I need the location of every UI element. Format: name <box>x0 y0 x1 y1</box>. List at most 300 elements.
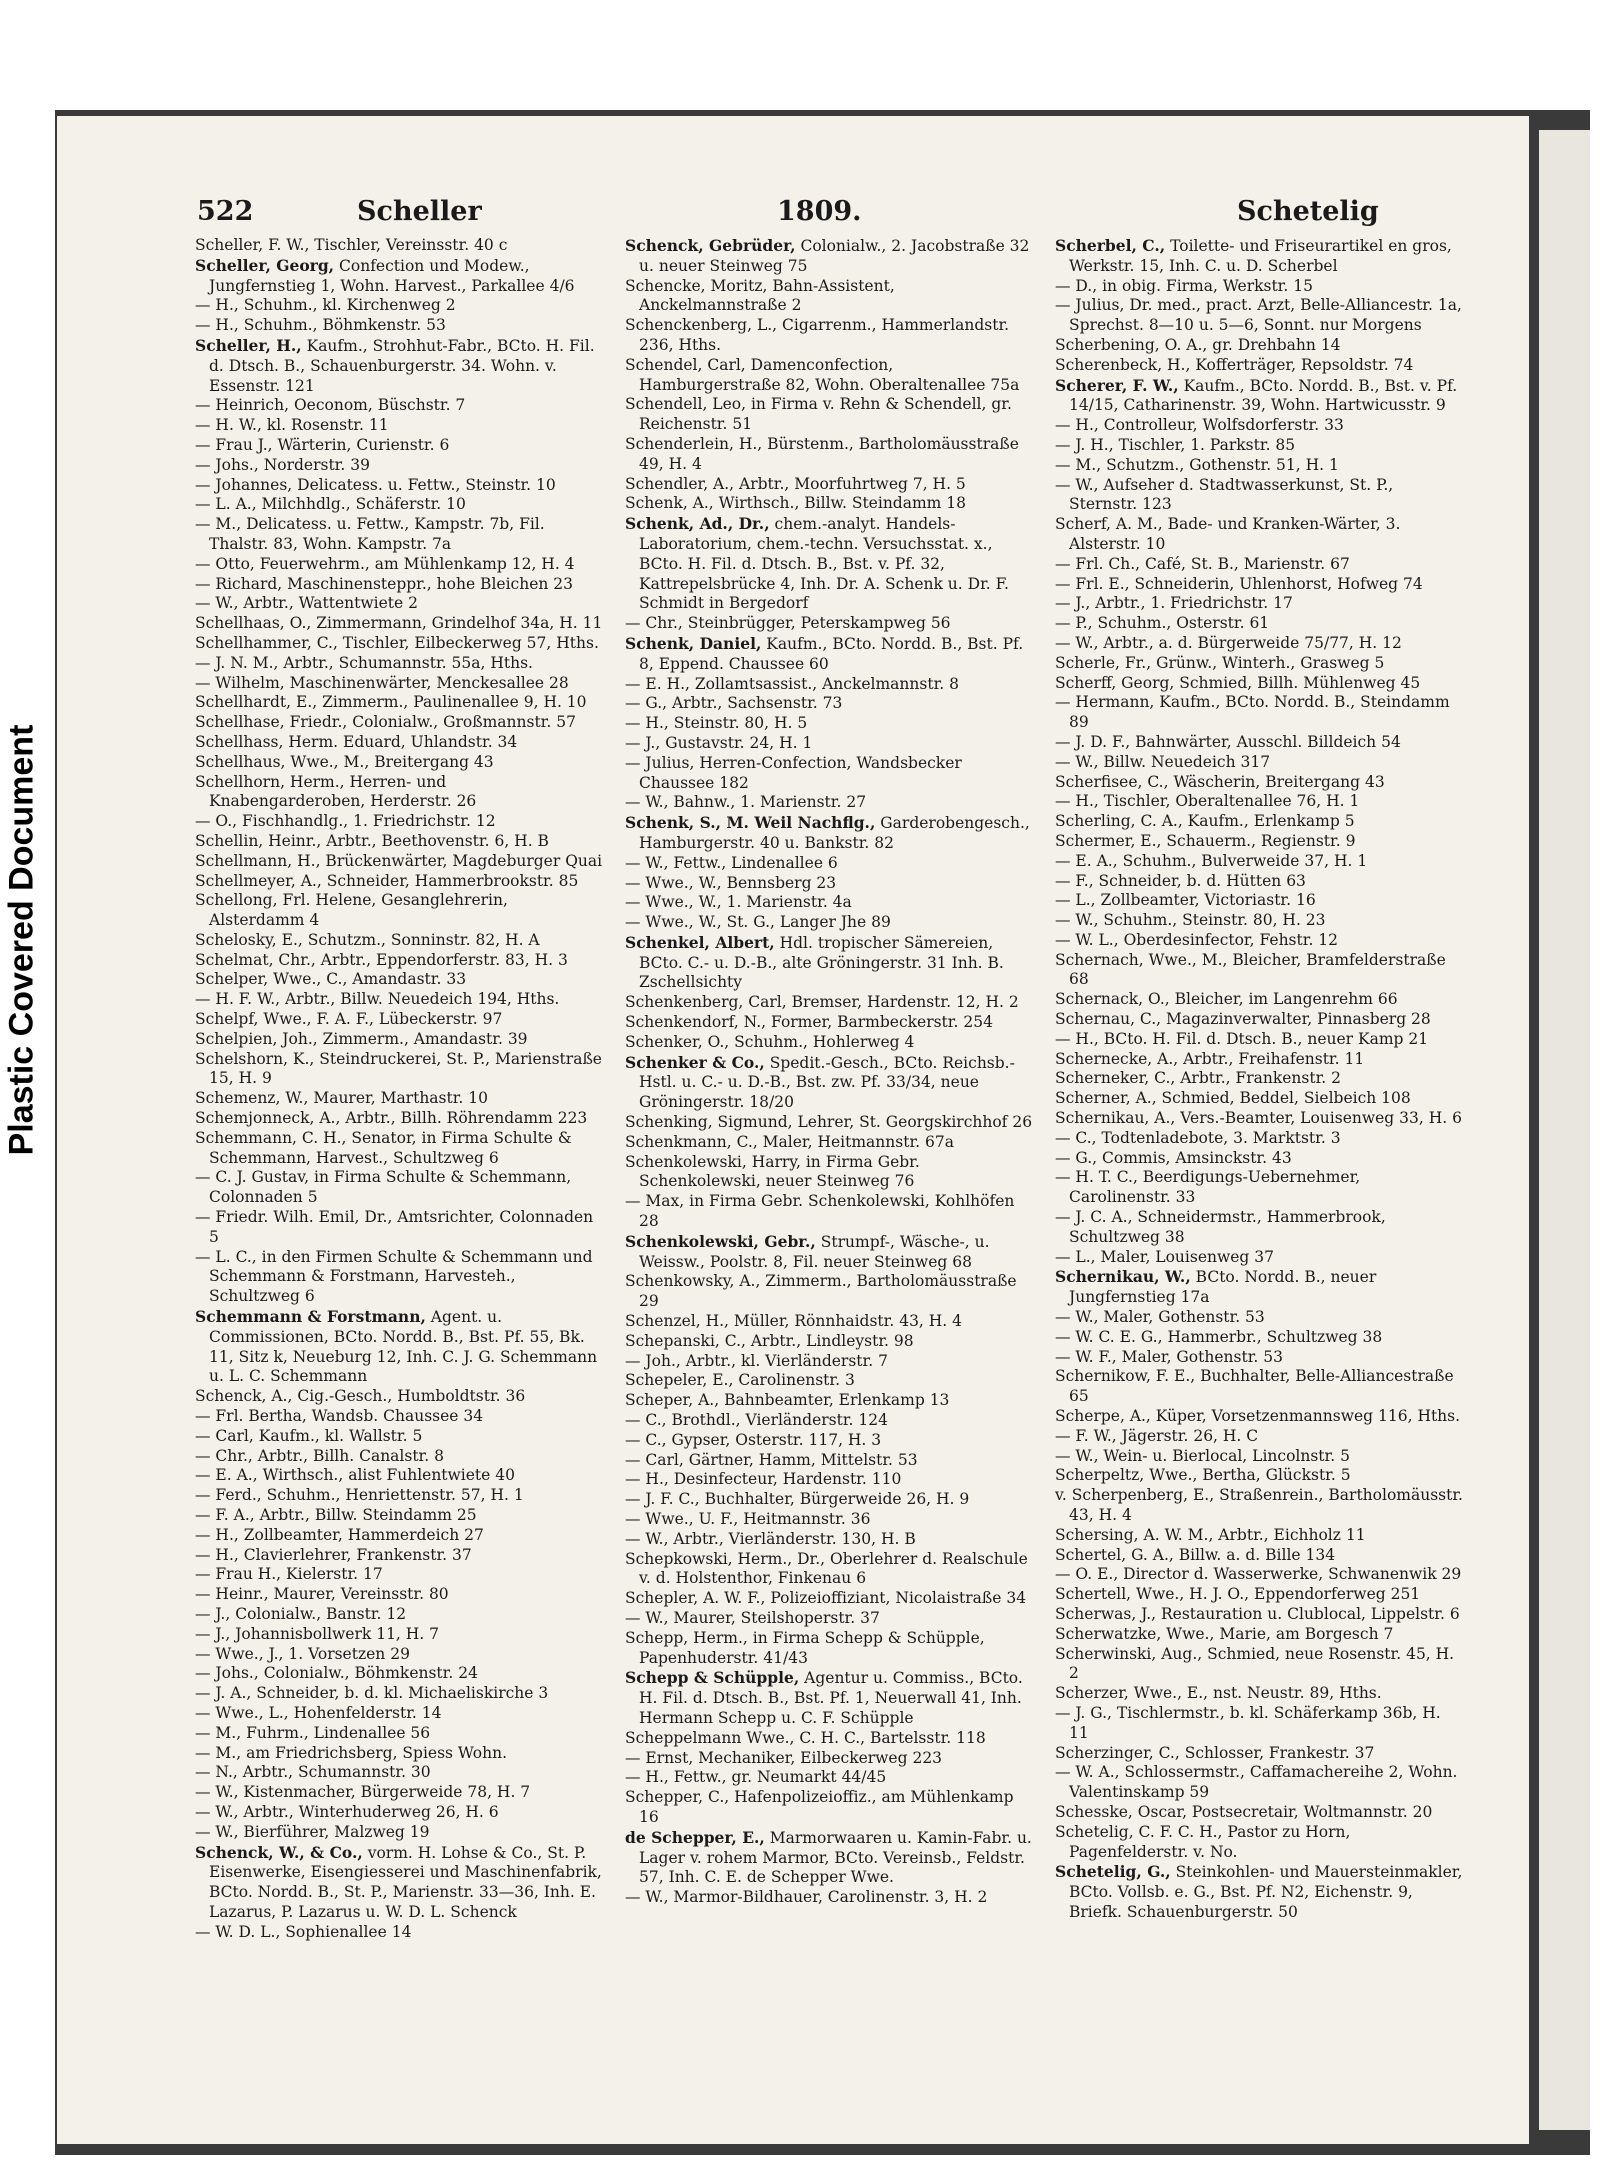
entry-text: — E. A., Wirthsch., alist Fuhlentwiete 40 <box>195 1466 515 1485</box>
entry-text: Schenzel, H., Müller, Rönnhaidstr. 43, H. 4 <box>625 1312 963 1331</box>
entry-text: — Frl. Ch., Café, St. B., Marienstr. 67 <box>1055 554 1350 573</box>
directory-entry <box>625 1053 1035 1113</box>
entry-text: — Frl. Bertha, Wandsb. Chaussee 34 <box>195 1407 484 1426</box>
directory-entry <box>625 277 1035 317</box>
entry-text: — Heinr., Maurer, Vereinsstr. 80 <box>195 1585 449 1604</box>
entry-text: Schellhaas, O., Zimmermann, Grindelhof 34a, H. 11 <box>195 614 603 633</box>
entry-text: Schernikow, F. E., Buchhalter, Belle-Alliancestraße 65 <box>1055 1367 1454 1406</box>
directory-page <box>57 116 1529 2144</box>
directory-entry <box>625 754 1035 794</box>
directory-entry <box>1055 1823 1465 1863</box>
entry-text: — Wwe., W., 1. Marienstr. 4a <box>625 893 852 912</box>
directory-entry <box>195 1664 605 1684</box>
directory-entry <box>1055 277 1465 297</box>
directory-entry <box>625 1391 1035 1411</box>
entry-text: — G., Arbtr., Sachsenstr. 73 <box>625 694 843 713</box>
directory-entry <box>625 1788 1035 1828</box>
directory-entry <box>1055 1109 1465 1129</box>
directory-entry <box>625 614 1035 634</box>
directory-entry <box>625 395 1035 435</box>
entry-text: — W., Maurer, Steilshoperstr. 37 <box>625 1608 880 1627</box>
directory-entry <box>1055 1010 1465 1030</box>
entry-text: Schendler, A., Arbtr., Moorfuhrtweg 7, H. 5 <box>625 474 966 493</box>
entry-text: v. Scherpenberg, E., Straßenrein., Bartholomäusstr. 43, H. 4 <box>1055 1486 1463 1524</box>
entry-text: Scherneker, C., Arbtr., Frankenstr. 2 <box>1055 1069 1342 1088</box>
next-page-edge <box>1539 130 1590 2130</box>
entry-text: BCto. Nordd. B., neuer Jungfernstieg 17a <box>1069 1268 1377 1307</box>
entry-text: Schenker, O., Schuhm., Hohlerweg 4 <box>625 1032 915 1051</box>
page-header <box>197 196 1379 236</box>
entry-text: — M., Schutzm., Gothenstr. 51, H. 1 <box>1055 455 1339 474</box>
entry-text: Marmorwaaren u. Kamin-Fabr. u. Lager v. rohem Marmor, BCto. Vereinsb., Feldstr. 57, Inh. C. E. de Schepper Wwe. <box>639 1828 1032 1887</box>
entry-text: — H., Tischler, Oberaltenallee 76, H. 1 <box>1055 792 1360 811</box>
entry-text: Schellin, Heinr., Arbtr., Beethovenstr. 6, H. B <box>195 831 549 850</box>
entry-text: Schelmat, Chr., Arbtr., Eppendorferstr. 83, H. 3 <box>195 950 568 969</box>
directory-entry <box>1055 1704 1465 1744</box>
entry-text: — Frau J., Wärterin, Curienstr. 6 <box>195 435 450 454</box>
directory-entry <box>195 1724 605 1744</box>
entry-text: Schenkolewski, Harry, in Firma Gebr. Schenkolewski, neuer Steinweg 76 <box>625 1152 920 1191</box>
entry-text: Schepeler, E., Carolinenstr. 3 <box>625 1371 855 1390</box>
entry-text: Schelper, Wwe., C., Amandastr. 33 <box>195 970 467 989</box>
entry-text: — C. J. Gustav, in Firma Schulte & Schemmann, Colonnaden 5 <box>195 1168 572 1207</box>
directory-entry <box>625 714 1035 734</box>
entry-text: — J. F. C., Buchhalter, Bürgerweide 26, H. 9 <box>625 1490 970 1509</box>
entry-text: — Wwe., W., Bennsberg 23 <box>625 873 837 892</box>
entry-text: Schellmann, H., Brückenwärter, Magdeburger Quai <box>195 851 603 870</box>
entry-text: — H., Schuhm., Böhmkenstr. 53 <box>195 316 446 335</box>
directory-entry <box>195 1486 605 1506</box>
entry-text: — W., Arbtr., Wattentwiete 2 <box>195 594 418 613</box>
entry-name: Schenck, Gebrüder, <box>625 236 796 255</box>
entry-name: Scherer, F. W., <box>1055 375 1179 395</box>
entry-text: — F., Schneider, b. d. Hütten 63 <box>1055 871 1306 890</box>
directory-entry <box>625 634 1035 675</box>
entry-text: — D., in obig. Firma, Werkstr. 15 <box>1055 276 1313 295</box>
directory-entry <box>195 1546 605 1566</box>
directory-entry <box>1055 1168 1465 1208</box>
entry-text: Schellmeyer, A., Schneider, Hammerbrookstr. 85 <box>195 871 579 890</box>
entry-text: Schertel, G. A., Billw. a. d. Bille 134 <box>1055 1545 1336 1564</box>
directory-entry <box>625 1550 1035 1590</box>
directory-entry <box>625 893 1035 913</box>
directory-entry <box>625 1113 1035 1133</box>
entry-name: Schetelig, G., <box>1055 1862 1171 1882</box>
directory-entry <box>195 1625 605 1645</box>
entry-text: Scherff, Georg, Schmied, Billh. Mühlenweg 45 <box>1055 673 1421 692</box>
directory-entry <box>625 1033 1035 1053</box>
entry-text: — Max, in Firma Gebr. Schenkolewski, Kohlhöfen 28 <box>625 1192 1015 1231</box>
directory-entry <box>195 1506 605 1526</box>
entry-text: — M., am Friedrichsberg, Spiess Wohn. <box>195 1743 508 1762</box>
page-number: 522 <box>197 196 254 227</box>
directory-entry <box>1055 1348 1465 1368</box>
directory-entry <box>1055 1605 1465 1625</box>
entry-text: Kaufm., BCto. Nordd. B., Bst. Pf. 8, Eppend. Chaussee 60 <box>639 634 1024 673</box>
entry-text: Scherle, Fr., Grünw., Winterh., Grasweg 5 <box>1055 653 1385 672</box>
entry-text: Scherfisee, C., Wäscherin, Breitergang 43 <box>1055 772 1385 791</box>
directory-entry <box>625 1629 1035 1669</box>
entry-text: Schernikau, A., Vers.-Beamter, Louisenweg 33, H. 6 <box>1055 1109 1462 1128</box>
entry-text: — W., Bierführer, Malzweg 19 <box>195 1822 430 1841</box>
entry-text: Confection und Modew., Jungfernstieg 1, Wohn. Harvest., Parkallee 4/6 <box>209 256 575 295</box>
directory-entry <box>195 1109 605 1129</box>
directory-entry <box>195 872 605 892</box>
entry-text: Schenderlein, H., Bürstenm., Bartholomäusstraße 49, H. 4 <box>625 434 1019 473</box>
entry-text: Schesske, Oscar, Postsecretair, Woltmannstr. 20 <box>1055 1802 1433 1821</box>
directory-entry <box>625 993 1035 1013</box>
side-label <box>0 600 44 1280</box>
entry-text: — W. F., Maler, Gothenstr. 53 <box>1055 1347 1283 1366</box>
entry-text: Schepkowski, Herm., Dr., Oberlehrer d. Realschule v. d. Holstenthor, Finkenau 6 <box>625 1549 1028 1588</box>
directory-entry <box>625 1768 1035 1788</box>
entry-text: — H., Fettw., gr. Neumarkt 44/45 <box>625 1768 887 1787</box>
directory-entry <box>195 733 605 753</box>
directory-entry <box>195 1923 605 1943</box>
directory-entry <box>195 891 605 931</box>
entry-text: chem.-analyt. Handels-Laboratorium, chem.-techn. Versuchsstat. x., BCto. H. Fil. d. Dtsch. B., Bst. v. Pf. 32, Kattrepelsbrücke 4, Inh. Dr. A. Schenk u. Dr. F. Schmidt in Bergedorf <box>639 515 1009 613</box>
entry-text: — H., Schuhm., kl. Kirchenweg 2 <box>195 296 456 315</box>
directory-entry <box>625 1232 1035 1273</box>
directory-entry <box>625 874 1035 894</box>
entry-text: — J., Gustavstr. 24, H. 1 <box>625 733 813 752</box>
entry-text: — L. C., in den Firmen Schulte & Schemmann und Schemmann & Forstmann, Harvesteh., Schultzweg 6 <box>195 1247 593 1306</box>
entry-text: Schellhammer, C., Tischler, Eilbeckerweg 57, Hths. <box>195 633 599 652</box>
directory-entry <box>625 1332 1035 1352</box>
directory-entry <box>1055 1248 1465 1268</box>
directory-entry <box>1055 1466 1465 1486</box>
entry-text: Schelshorn, K., Steindruckerei, St. P., Marienstraße 15, H. 9 <box>195 1049 602 1088</box>
entry-name: Schenk, Ad., Dr., <box>625 514 770 534</box>
directory-entry <box>195 614 605 634</box>
entry-text: — H. F. W., Arbtr., Billw. Neuedeich 194, Hths. <box>195 990 560 1009</box>
directory-entry <box>1055 812 1465 832</box>
entry-text: Spedit.-Gesch., BCto. Reichsb.-Hstl. u. C.- u. D.-B., Bst. zw. Pf. 33/34, neue Gröningerstr. 18/20 <box>639 1053 1015 1112</box>
entry-text: Schemenz, W., Maurer, Marthastr. 10 <box>195 1089 489 1108</box>
entry-text: — Johannes, Delicatess. u. Fettw., Steinstr. 10 <box>195 475 556 494</box>
entry-text: — W., Arbtr., Vierländerstr. 130, H. B <box>625 1529 916 1548</box>
directory-entry <box>195 1050 605 1090</box>
entry-name: Schenkolewski, Gebr., <box>625 1231 816 1251</box>
entry-text: Agent. u. Commissionen, BCto. Nordd. B., Bst. Pf. 55, Bk. 11, Sitz k, Neueburg 12, Inh. C. J. G. Schemmann u. L. C. Schemmann <box>209 1308 598 1386</box>
directory-entry <box>195 1684 605 1704</box>
entry-text: Schermer, E., Schauerm., Regienstr. 9 <box>1055 831 1356 850</box>
entry-text: — Otto, Feuerwehrm., am Mühlenkamp 12, H. 4 <box>195 554 575 573</box>
entry-text: — W. D. L., Sophienallee 14 <box>195 1922 412 1941</box>
entry-text: — Richard, Maschinensteppr., hohe Bleichen 23 <box>195 574 574 593</box>
entry-text: Schelpf, Wwe., F. A. F., Lübeckerstr. 97 <box>195 1010 503 1029</box>
directory-entry <box>1055 1585 1465 1605</box>
left-heading: Scheller <box>357 196 482 227</box>
entry-text: — H., BCto. H. Fil. d. Dtsch. B., neuer Kamp 21 <box>1055 1029 1429 1048</box>
directory-entry <box>1055 1427 1465 1447</box>
entry-text: Steinkohlen- und Mauersteinmakler, BCto. Vollsb. e. G., Bst. Pf. N2, Eichenstr. 9, Briefk. Schauenburgerstr. 50 <box>1069 1863 1463 1921</box>
directory-entry <box>195 931 605 951</box>
directory-entry <box>1055 356 1465 376</box>
directory-entry <box>195 832 605 852</box>
entry-text: Schepp, Herm., in Firma Schepp & Schüpple, Papenhuderstr. 41/43 <box>625 1628 985 1667</box>
entry-text: Schernau, C., Magazinverwalter, Pinnasberg 28 <box>1055 1010 1431 1029</box>
entry-text: — Julius, Dr. med., pract. Arzt, Belle-Alliancestr. 1a, Sprechst. 8—10 u. 5—6, Sonnt. nur Morgens <box>1055 296 1462 335</box>
directory-entry <box>1055 951 1465 991</box>
entry-text: — H. W., kl. Rosenstr. 11 <box>195 416 389 435</box>
directory-entry <box>195 236 605 256</box>
entry-text: — J., Colonialw., Banstr. 12 <box>195 1604 407 1623</box>
directory-entry <box>625 1668 1035 1728</box>
directory-entry <box>195 1030 605 1050</box>
directory-entry <box>195 436 605 456</box>
entry-text: Scheller, F. W., Tischler, Vereinsstr. 40 c <box>195 236 508 254</box>
entry-text: — Wwe., W., St. G., Langer Jhe 89 <box>625 913 891 932</box>
entry-text: Schernach, Wwe., M., Bleicher, Bramfelderstraße 68 <box>1055 950 1446 989</box>
entry-text: — H., Steinstr. 80, H. 5 <box>625 714 808 733</box>
entry-text: — Ernst, Mechaniker, Eilbeckerweg 223 <box>625 1748 943 1767</box>
entry-text: — W., Fettw., Lindenallee 6 <box>625 853 838 872</box>
entry-text: Scherling, C. A., Kaufm., Erlenkamp 5 <box>1055 812 1355 831</box>
directory-entry <box>195 416 605 436</box>
entry-text: — M., Delicatess. u. Fettw., Kampstr. 7b, Fil. Thalstr. 83, Wohn. Kampstr. 7a <box>195 515 545 553</box>
column-2 <box>625 236 1035 1908</box>
directory-entry <box>1055 1625 1465 1645</box>
entry-text: — J. C. A., Schneidermstr., Hammerbrook, Schultzweg 38 <box>1055 1208 1386 1246</box>
entry-text: Toilette- und Friseurartikel en gros, Werkstr. 15, Inh. C. u. D. Scherbel <box>1069 237 1452 275</box>
directory-entry <box>195 456 605 476</box>
directory-entry <box>625 1749 1035 1769</box>
directory-entry <box>625 793 1035 813</box>
directory-entry <box>195 1744 605 1764</box>
entry-text: — L., Zollbeamter, Victoriastr. 16 <box>1055 891 1316 910</box>
directory-entry <box>1055 674 1465 694</box>
directory-entry <box>1055 1447 1465 1467</box>
directory-entry <box>625 694 1035 714</box>
directory-entry <box>1055 1526 1465 1546</box>
entry-text: — P., Schuhm., Osterstr. 61 <box>1055 614 1270 633</box>
directory-entry <box>1055 1763 1465 1803</box>
entry-text: Garderobengesch., Hamburgerstr. 40 u. Bankstr. 82 <box>639 814 1030 852</box>
entry-text: — Frau H., Kielerstr. 17 <box>195 1565 383 1584</box>
entry-text: Scherwatzke, Wwe., Marie, am Borgesch 7 <box>1055 1624 1394 1643</box>
directory-entry <box>1055 1744 1465 1764</box>
entry-text: — W., Kistenmacher, Bürgerweide 78, H. 7 <box>195 1783 531 1802</box>
entry-text: vorm. H. Lohse & Co., St. P. Eisenwerke, Eisengiesserei und Maschinenfabrik, BCto. Nordd. B., St. P., Marienstr. 33—36, Inh. E. Lazarus, P. Lazarus u. W. D. L. Schenck <box>209 1843 602 1921</box>
directory-entry <box>625 675 1035 695</box>
directory-entry <box>1055 594 1465 614</box>
directory-entry <box>195 1307 605 1387</box>
directory-entry <box>195 812 605 832</box>
directory-entry <box>625 1431 1035 1451</box>
entry-text: Schenck, A., Cig.-Gesch., Humboldtstr. 36 <box>195 1387 526 1406</box>
directory-entry <box>1055 773 1465 793</box>
directory-entry <box>625 435 1035 475</box>
directory-entry <box>625 494 1035 514</box>
directory-entry <box>195 1089 605 1109</box>
directory-entry <box>625 1470 1035 1490</box>
directory-entry <box>1055 792 1465 812</box>
entry-text: Agentur u. Commiss., BCto. H. Fil. d. Dtsch. B., Bst. Pf. 1, Neuerwall 41, Inh. Hermann Schepp u. C. F. Schüpple <box>639 1669 1023 1727</box>
directory-entry <box>1055 236 1465 277</box>
directory-entry <box>625 1530 1035 1550</box>
directory-entry <box>1055 1030 1465 1050</box>
entry-text: Scherpeltz, Wwe., Bertha, Glückstr. 5 <box>1055 1466 1351 1485</box>
directory-entry <box>195 1843 605 1923</box>
directory-entry <box>625 475 1035 495</box>
directory-entry <box>195 1803 605 1823</box>
entry-text: — J., Arbtr., 1. Friedrichstr. 17 <box>1055 594 1293 613</box>
entry-text: — Wilhelm, Maschinenwärter, Menckesallee 28 <box>195 673 569 692</box>
entry-text: — O., Fischhandlg., 1. Friedrichstr. 12 <box>195 812 496 831</box>
directory-entry <box>1055 1367 1465 1407</box>
directory-entry <box>195 555 605 575</box>
entry-text: — W., Wein- u. Bierlocal, Lincolnstr. 5 <box>1055 1446 1350 1465</box>
directory-entry <box>1055 1645 1465 1685</box>
entry-name: de Schepper, E., <box>625 1827 765 1847</box>
entry-text: Schenckenberg, L., Cigarrenm., Hammerlandstr. 236, Hths. <box>625 316 1010 354</box>
directory-entry <box>625 1192 1035 1232</box>
directory-entry <box>1055 693 1465 733</box>
entry-text: — H., Controlleur, Wolfsdorferstr. 33 <box>1055 416 1344 435</box>
directory-entry <box>195 1248 605 1307</box>
directory-entry <box>1055 1149 1465 1169</box>
entry-text: Hdl. tropischer Sämereien, BCto. C.- u. D.-B., alte Gröningerstr. 31 Inh. B. Zschellsichty <box>639 933 1004 992</box>
directory-entry <box>1055 1862 1465 1922</box>
directory-entry <box>625 514 1035 614</box>
entry-text: — Hermann, Kaufm., BCto. Nordd. B., Steindamm 89 <box>1055 693 1450 732</box>
entry-text: Schenkmann, C., Maler, Heitmannstr. 67a <box>625 1132 954 1151</box>
entry-text: — H., Zollbeamter, Hammerdeich 27 <box>195 1525 484 1544</box>
directory-entry <box>1055 911 1465 931</box>
directory-entry <box>1055 555 1465 575</box>
directory-entry <box>195 970 605 990</box>
entry-text: — C., Brothdl., Vierländerstr. 124 <box>625 1411 888 1430</box>
directory-entry <box>625 1451 1035 1471</box>
column-3 <box>1055 236 1465 1923</box>
directory-entry <box>1055 753 1465 773</box>
entry-text: — H. T. C., Beerdigungs-Uebernehmer, Carolinenstr. 33 <box>1055 1168 1361 1207</box>
directory-entry <box>195 396 605 416</box>
entry-text: — Ferd., Schuhm., Henriettenstr. 57, H. 1 <box>195 1486 524 1505</box>
directory-entry <box>195 1010 605 1030</box>
entry-text: — Frl. E., Schneiderin, Uhlenhorst, Hofweg 74 <box>1055 574 1423 593</box>
entry-text: Schepanski, C., Arbtr., Lindleystr. 98 <box>625 1331 914 1350</box>
entry-text: — W. C. E. G., Hammerbr., Schultzweg 38 <box>1055 1327 1383 1346</box>
entry-text: Scherpe, A., Küper, Vorsetzenmannsweg 116, Hths. <box>1055 1407 1461 1426</box>
entry-text: Kaufm., BCto. Nordd. B., Bst. v. Pf. 14/15, Catharinenstr. 39, Wohn. Hartwicusstr. 9 <box>1069 376 1458 415</box>
entry-text: — Johs., Colonialw., Böhmkenstr. 24 <box>195 1664 478 1683</box>
entry-text: Scherbening, O. A., gr. Drehbahn 14 <box>1055 335 1341 354</box>
directory-entry <box>625 854 1035 874</box>
directory-entry <box>195 674 605 694</box>
entry-text: — Joh., Arbtr., kl. Vierländerstr. 7 <box>625 1351 888 1370</box>
entry-name: Schenker & Co., <box>625 1052 765 1072</box>
entry-name: Schernikau, W., <box>1055 1267 1191 1287</box>
directory-entry <box>195 495 605 515</box>
directory-entry <box>195 1605 605 1625</box>
entry-text: Schellhaus, Wwe., M., Breitergang 43 <box>195 752 494 771</box>
directory-entry <box>625 1729 1035 1749</box>
column-1 <box>195 236 605 1943</box>
entry-text: Scherenbeck, H., Kofferträger, Repsoldstr. 74 <box>1055 355 1414 374</box>
directory-entry <box>195 476 605 496</box>
directory-entry <box>195 336 605 396</box>
directory-entry <box>625 316 1035 356</box>
entry-text: Schencke, Moritz, Bahn-Assistent, Anckelmannstraße 2 <box>625 276 895 315</box>
entry-text: Scherner, A., Schmied, Beddel, Sielbeich 108 <box>1055 1089 1411 1108</box>
entry-text: Scherwinski, Aug., Schmied, neue Rosenstr. 45, H. 2 <box>1055 1644 1455 1683</box>
entry-text: — W., Billw. Neuedeich 317 <box>1055 752 1271 771</box>
directory-entry <box>1055 456 1465 476</box>
directory-entry <box>1055 634 1465 654</box>
directory-entry <box>195 713 605 733</box>
directory-entry <box>625 1352 1035 1372</box>
directory-entry <box>195 1208 605 1248</box>
entry-text: — J. N. M., Arbtr., Schumannstr. 55a, Hths. <box>195 653 533 672</box>
directory-entry <box>1055 1565 1465 1585</box>
entry-text: — Julius, Herren-Confection, Wandsbecker Chaussee 182 <box>625 753 962 792</box>
scanned-page-frame <box>55 110 1590 2155</box>
entry-text: — Chr., Arbtr., Billh. Canalstr. 8 <box>195 1446 444 1465</box>
entry-name: Schenk, S., M. Weil Nachflg., <box>625 813 876 833</box>
entry-text: Schendel, Carl, Damenconfection, Hamburgerstraße 82, Wohn. Oberaltenallee 75a <box>625 355 1020 394</box>
directory-entry <box>625 1272 1035 1312</box>
entry-text: — Wwe., L., Hohenfelderstr. 14 <box>195 1703 442 1722</box>
directory-entry <box>195 256 605 297</box>
entry-text: Schertell, Wwe., H. J. O., Eppendorferweg 251 <box>1055 1585 1421 1604</box>
entry-text: — J. G., Tischlermstr., b. kl. Schäferkamp 36b, H. 11 <box>1055 1703 1441 1742</box>
entry-text: Schelosky, E., Schutzm., Sonninstr. 82, H. A <box>195 930 540 949</box>
directory-entry <box>1055 436 1465 456</box>
entry-text: — E. A., Schuhm., Bulverweide 37, H. 1 <box>1055 851 1368 870</box>
entry-text: — J. D. F., Bahnwärter, Ausschl. Billdeich 54 <box>1055 732 1401 751</box>
directory-entry <box>1055 872 1465 892</box>
entry-text: — E. H., Zollamtsassist., Anckelmannstr. 8 <box>625 674 959 693</box>
entry-text: Schetelig, C. F. C. H., Pastor zu Horn, Pagenfelderstr. v. No. <box>1055 1822 1351 1861</box>
directory-entry <box>195 1168 605 1208</box>
entry-text: — J. A., Schneider, b. d. kl. Michaeliskirche 3 <box>195 1684 549 1703</box>
directory-entry <box>1055 376 1465 417</box>
entry-text: — W., Arbtr., Winterhuderweg 26, H. 6 <box>195 1802 499 1821</box>
entry-text: Colonialw., 2. Jacobstraße 32 u. neuer Steinweg 75 <box>639 237 1030 275</box>
entry-text: Schepper, C., Hafenpolizeioffiz., am Mühlenkamp 16 <box>625 1788 1014 1826</box>
directory-entry <box>1055 296 1465 336</box>
directory-entry <box>195 316 605 336</box>
entry-text: — J. H., Tischler, 1. Parkstr. 85 <box>1055 435 1296 454</box>
entry-text: Schenk, A., Wirthsch., Billw. Steindamm 18 <box>625 494 967 513</box>
right-heading: Schetelig <box>1237 196 1379 227</box>
entry-text: Schellhase, Friedr., Colonialw., Großmannstr. 57 <box>195 713 576 732</box>
entry-text: Scherwas, J., Restauration u. Clublocal, Lippelstr. 6 <box>1055 1604 1460 1623</box>
directory-entry <box>1055 1308 1465 1328</box>
entry-text: Schenking, Sigmund, Lehrer, St. Georgskirchhof 26 <box>625 1113 1033 1132</box>
directory-entry <box>1055 1684 1465 1704</box>
directory-entry <box>625 813 1035 854</box>
directory-entry <box>1055 931 1465 951</box>
directory-entry <box>195 773 605 813</box>
entry-text: — F. W., Jägerstr. 26, H. C <box>1055 1426 1259 1445</box>
entry-text: — Wwe., U. F., Heitmannstr. 36 <box>625 1510 871 1528</box>
directory-entry <box>195 594 605 614</box>
directory-entry <box>1055 416 1465 436</box>
directory-entry <box>195 1704 605 1724</box>
entry-name: Scheller, H., <box>195 335 302 355</box>
entry-text: Scherzinger, C., Schlosser, Frankestr. 37 <box>1055 1743 1375 1762</box>
entry-text: — Carl, Kaufm., kl. Wallstr. 5 <box>195 1426 423 1445</box>
entry-text: — Friedr. Wilh. Emil, Dr., Amtsrichter, Colonnaden 5 <box>195 1208 594 1246</box>
entry-text: Schemjonneck, A., Arbtr., Billh. Röhrendamm 223 <box>195 1109 588 1128</box>
entry-text: — W., Schuhm., Steinstr. 80, H. 23 <box>1055 911 1326 930</box>
directory-entry <box>195 852 605 872</box>
directory-entry <box>625 356 1035 396</box>
entry-text: — N., Arbtr., Schumannstr. 30 <box>195 1763 431 1782</box>
